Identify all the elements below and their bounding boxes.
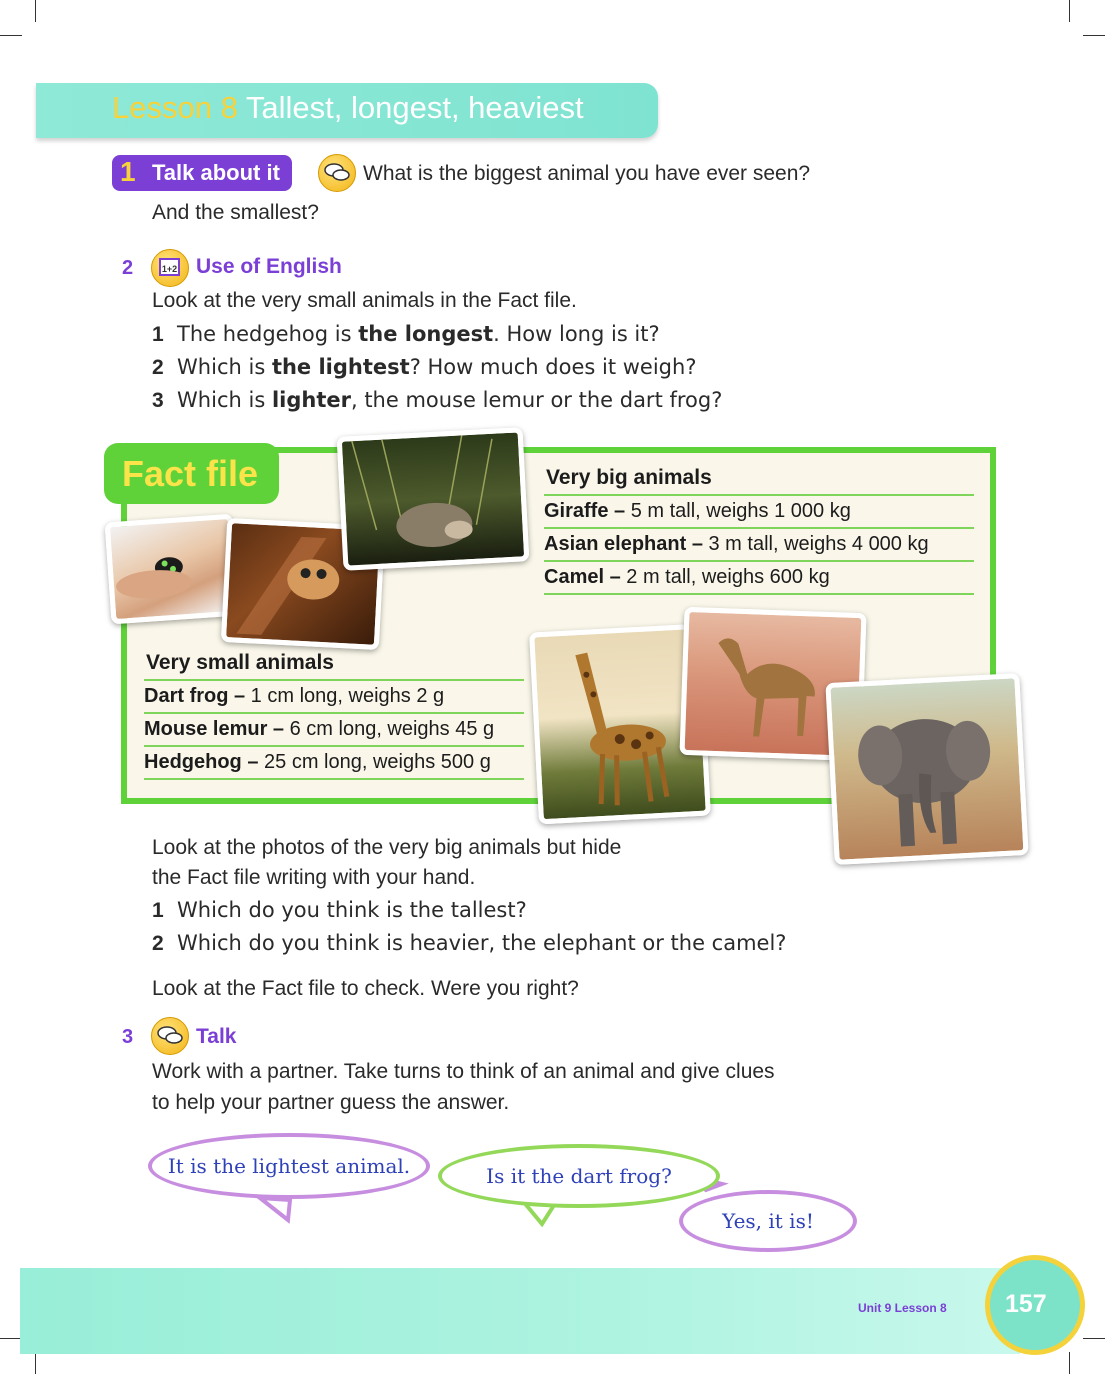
section2-label: Use of English xyxy=(196,255,342,278)
photos-question-1 xyxy=(152,898,527,923)
crop-mark xyxy=(1083,35,1105,36)
elephant-photo xyxy=(825,673,1028,865)
photos-question-2 xyxy=(152,931,786,956)
section2-intro: Look at the very small animals in the Fact file. xyxy=(152,289,577,312)
table-row xyxy=(544,494,974,527)
animal-name: Mouse lemur – xyxy=(144,718,285,740)
icon-label: 1+2 xyxy=(159,258,180,276)
speech-bubble: Yes, it is! xyxy=(679,1190,857,1252)
animal-facts: 2 m tall, weighs 600 kg xyxy=(620,566,830,588)
question-text: The hedgehog is xyxy=(177,322,359,346)
section1-label: Talk about it xyxy=(152,160,280,185)
section2-number: 2 xyxy=(122,257,134,279)
speech-bubble: Is it the dart frog? xyxy=(438,1144,720,1208)
photos-task-line1: Look at the photos of the very big animals but hide xyxy=(152,836,622,859)
section1-question2: And the smallest? xyxy=(152,201,319,224)
section3-number: 3 xyxy=(122,1026,134,1048)
crop-mark xyxy=(35,0,36,22)
section3-line2: to help your partner guess the answer. xyxy=(152,1091,510,1114)
lesson-subtitle: Tallest, longest, heaviest xyxy=(237,90,584,125)
question-text: Which is xyxy=(177,355,272,379)
crop-mark xyxy=(35,1352,36,1374)
animal-facts: 6 cm long, weighs 45 g xyxy=(284,718,495,740)
section2-question-2 xyxy=(152,355,696,380)
question-text: ? How much does it weigh? xyxy=(409,355,697,379)
section1-question: What is the biggest animal you have ever seen? xyxy=(363,162,811,185)
question-text: Which is xyxy=(177,388,272,412)
question-text: , the mouse lemur or the dart frog? xyxy=(350,388,723,412)
animal-facts: 25 cm long, weighs 500 g xyxy=(258,751,491,773)
animal-name: Giraffe – xyxy=(544,500,626,522)
animal-name: Dart frog – xyxy=(144,685,246,707)
animal-facts: 3 m tall, weighs 4 000 kg xyxy=(702,533,929,555)
small-animals-table xyxy=(144,679,524,780)
section2-question-1 xyxy=(152,322,660,347)
table-row xyxy=(144,679,524,712)
question-text: Which do you think is heavier, the elephant or the camel? xyxy=(177,931,787,955)
table-row xyxy=(144,712,524,745)
animal-facts: 5 m tall, weighs 1 000 kg xyxy=(625,500,851,522)
animal-name: Asian elephant – xyxy=(544,533,703,555)
crop-mark xyxy=(1083,1338,1105,1339)
crop-mark xyxy=(1069,0,1070,22)
big-animals-title: Very big animals xyxy=(546,466,712,489)
hedgehog-photo xyxy=(337,427,530,571)
section3-line1: Work with a partner. Take turns to think of an animal and give clues xyxy=(152,1060,775,1083)
dart-frog-photo xyxy=(105,514,240,625)
speech-icon xyxy=(318,154,356,192)
fact-file-tab: Fact file xyxy=(104,443,279,504)
question-number: 1 xyxy=(152,899,164,922)
table-row xyxy=(544,560,974,593)
crop-mark xyxy=(0,35,22,36)
question-keyword: the lightest xyxy=(271,355,410,379)
question-number: 3 xyxy=(152,389,164,412)
question-number: 2 xyxy=(152,356,164,379)
question-text: Which do you think is the tallest? xyxy=(177,898,527,922)
question-keyword: the longest xyxy=(358,322,494,346)
photos-task-line2: the Fact file writing with your hand. xyxy=(152,866,476,889)
section2-question-3 xyxy=(152,388,722,413)
animal-name: Camel – xyxy=(544,566,621,588)
table-row xyxy=(144,745,524,778)
lesson-number: Lesson 8 xyxy=(112,90,238,125)
footer-label: Unit 9 Lesson 8 xyxy=(858,1301,947,1315)
animal-facts: 1 cm long, weighs 2 g xyxy=(245,685,445,707)
page-title xyxy=(112,90,584,126)
section3-label: Talk xyxy=(196,1025,237,1048)
section1-number: 1 xyxy=(120,156,136,187)
photos-task-check: Look at the Fact file to check. Were you right? xyxy=(152,977,579,1000)
question-number: 1 xyxy=(152,323,164,346)
small-animals-title: Very small animals xyxy=(146,651,334,674)
animal-name: Hedgehog – xyxy=(144,751,259,773)
use-of-english-icon xyxy=(151,249,189,287)
question-text: . How long is it? xyxy=(493,322,660,346)
crop-mark xyxy=(1069,1352,1070,1374)
question-number: 2 xyxy=(152,932,164,955)
big-animals-table xyxy=(544,494,974,595)
crop-mark xyxy=(0,1338,22,1339)
talk-about-it-pill xyxy=(112,155,292,191)
question-keyword: lighter xyxy=(271,388,351,412)
table-row xyxy=(544,527,974,560)
page-number: 157 xyxy=(1005,1290,1047,1318)
speech-icon xyxy=(151,1017,189,1055)
speech-bubble: It is the lightest animal. xyxy=(148,1133,430,1199)
